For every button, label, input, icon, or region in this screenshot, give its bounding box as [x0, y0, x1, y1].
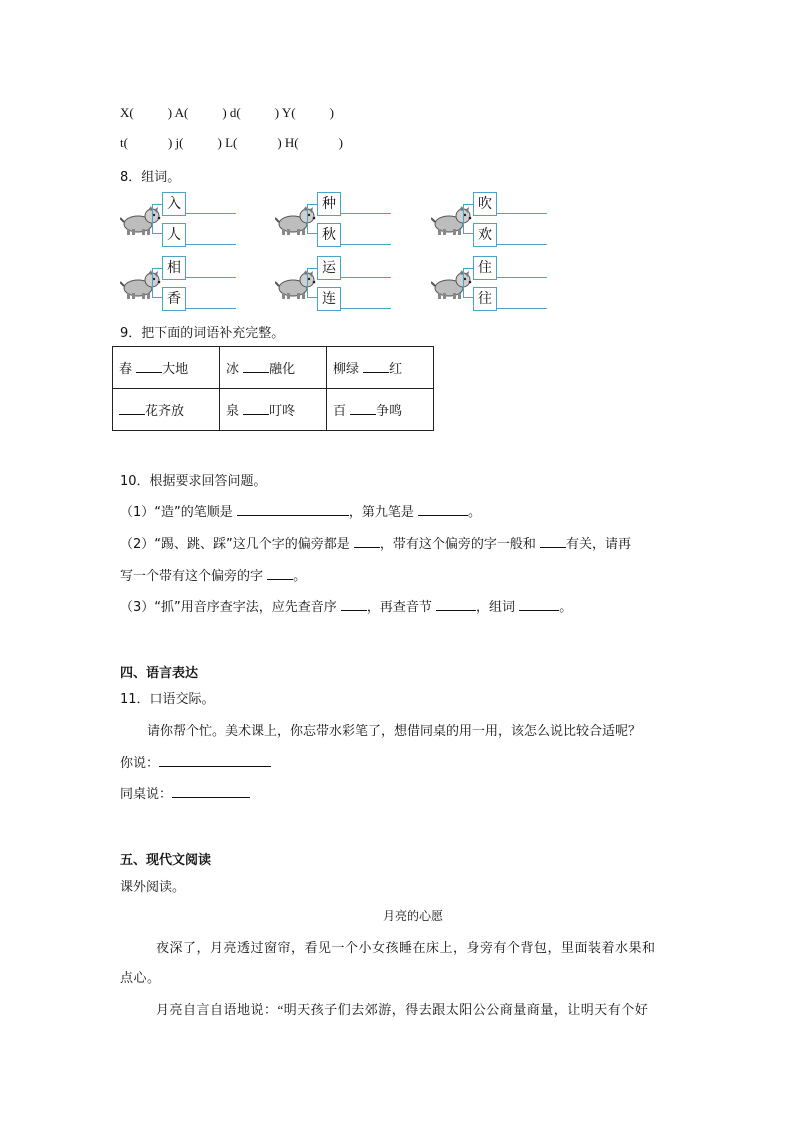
pinyin-item: ) L( [217, 135, 238, 150]
answer-line[interactable] [341, 213, 391, 214]
word-group [431, 256, 571, 310]
word-group [431, 192, 571, 246]
pinyin-item: ) [329, 105, 334, 120]
answer-line[interactable] [341, 244, 391, 245]
pinyin-item: t( [120, 135, 128, 150]
passage-text: 夜深了，月亮透过窗帘，看见一个小女孩睡在床上，身旁有个背包，里面装着水果和 [156, 940, 656, 955]
word-group [275, 256, 415, 310]
pinyin-item: X( [120, 105, 134, 120]
q10-line-3: 写一个带有这个偏旁的字 。 [120, 569, 307, 584]
table-cell: 花齐放 [113, 389, 220, 431]
answer-line[interactable] [497, 213, 547, 214]
section-heading: 四、语言表达 [120, 666, 199, 681]
pinyin-item: ) d( [222, 105, 241, 120]
pinyin-item: ) A( [167, 105, 189, 120]
q10-line-4: （3）“抓”用音序查字法，应先查音序 ，再查音节 ，组词 。 [120, 600, 573, 615]
table-row [113, 389, 434, 431]
answer-line[interactable] [186, 244, 236, 245]
answer-line[interactable] [497, 277, 547, 278]
char-box: 入 [162, 192, 186, 216]
char-box: 香 [162, 287, 186, 311]
fill-blank[interactable] [237, 503, 349, 516]
char-box: 相 [162, 256, 186, 280]
char-box: 欢 [473, 223, 497, 247]
passage-text: 点心。 [120, 970, 161, 985]
fill-blank[interactable] [354, 535, 380, 548]
reading-subtitle: 课外阅读。 [120, 880, 186, 895]
answer-line[interactable] [497, 244, 547, 245]
pinyin-row-1 [120, 105, 334, 121]
section-heading: 五、现代文阅读 [120, 853, 212, 868]
char-box: 种 [317, 192, 341, 216]
fill-blank[interactable] [363, 360, 389, 373]
fill-blank[interactable] [119, 402, 145, 415]
pinyin-item: ) Y( [274, 105, 296, 120]
fill-blank[interactable] [418, 503, 468, 516]
answer-line[interactable] [159, 754, 271, 767]
you-say-line: 你说： [120, 752, 271, 771]
pinyin-item: ) j( [167, 135, 184, 150]
desk-say-line: 同桌说： [120, 783, 250, 802]
answer-line[interactable] [186, 308, 236, 309]
q9-title: 9．把下面的词语补充完整。 [120, 326, 285, 341]
q11-title: 11．口语交际。 [120, 692, 215, 707]
table-cell: 泉 叮咚 [220, 389, 327, 431]
fill-blank[interactable] [267, 567, 293, 580]
word-group [120, 192, 260, 246]
fill-blank[interactable] [243, 402, 269, 415]
passage-text: 月亮自言自语地说：“明天孩子们去郊游，得去跟太阳公公商量商量，让明天有个好 [156, 1002, 649, 1017]
char-box: 人 [162, 223, 186, 247]
pinyin-row-2 [120, 135, 343, 151]
q10-line-1: （1）“造”的笔顺是 ，第九笔是 。 [120, 505, 482, 520]
table-cell: 百 争鸣 [327, 389, 434, 431]
pinyin-item: ) [338, 135, 343, 150]
pinyin-item: ) H( [277, 135, 299, 150]
fill-blank[interactable] [540, 535, 566, 548]
answer-line[interactable] [341, 308, 391, 309]
word-group [275, 192, 415, 246]
idiom-table [112, 346, 434, 431]
table-cell: 柳绿 红 [327, 347, 434, 389]
char-box: 秋 [317, 223, 341, 247]
answer-line[interactable] [186, 213, 236, 214]
table-row [113, 347, 434, 389]
answer-line[interactable] [172, 785, 250, 798]
passage-title: 月亮的心愿 [383, 909, 444, 923]
fill-blank[interactable] [136, 360, 162, 373]
table-cell: 冰 融化 [220, 347, 327, 389]
char-box: 往 [473, 287, 497, 311]
answer-line[interactable] [497, 308, 547, 309]
answer-line[interactable] [341, 277, 391, 278]
fill-blank[interactable] [341, 598, 367, 611]
char-box: 连 [317, 287, 341, 311]
q8-title: 8．组词。 [120, 170, 181, 185]
fill-blank[interactable] [350, 402, 376, 415]
fill-blank[interactable] [436, 598, 476, 611]
char-box: 吹 [473, 192, 497, 216]
char-box: 住 [473, 256, 497, 280]
q11-prompt: 请你帮个忙。美术课上，你忘带水彩笔了，想借同桌的用一用，该怎么说比较合适呢？ [147, 724, 642, 739]
answer-line[interactable] [186, 277, 236, 278]
q10-title: 10．根据要求回答问题。 [120, 474, 267, 489]
q10-line-2: （2）“踢、跳、踩”这几个字的偏旁都是 ，带有这个偏旁的字一般和 有关，请再 [120, 537, 632, 552]
table-cell: 春 大地 [113, 347, 220, 389]
word-group [120, 256, 260, 310]
char-box: 运 [317, 256, 341, 280]
fill-blank[interactable] [243, 360, 269, 373]
fill-blank[interactable] [519, 598, 559, 611]
